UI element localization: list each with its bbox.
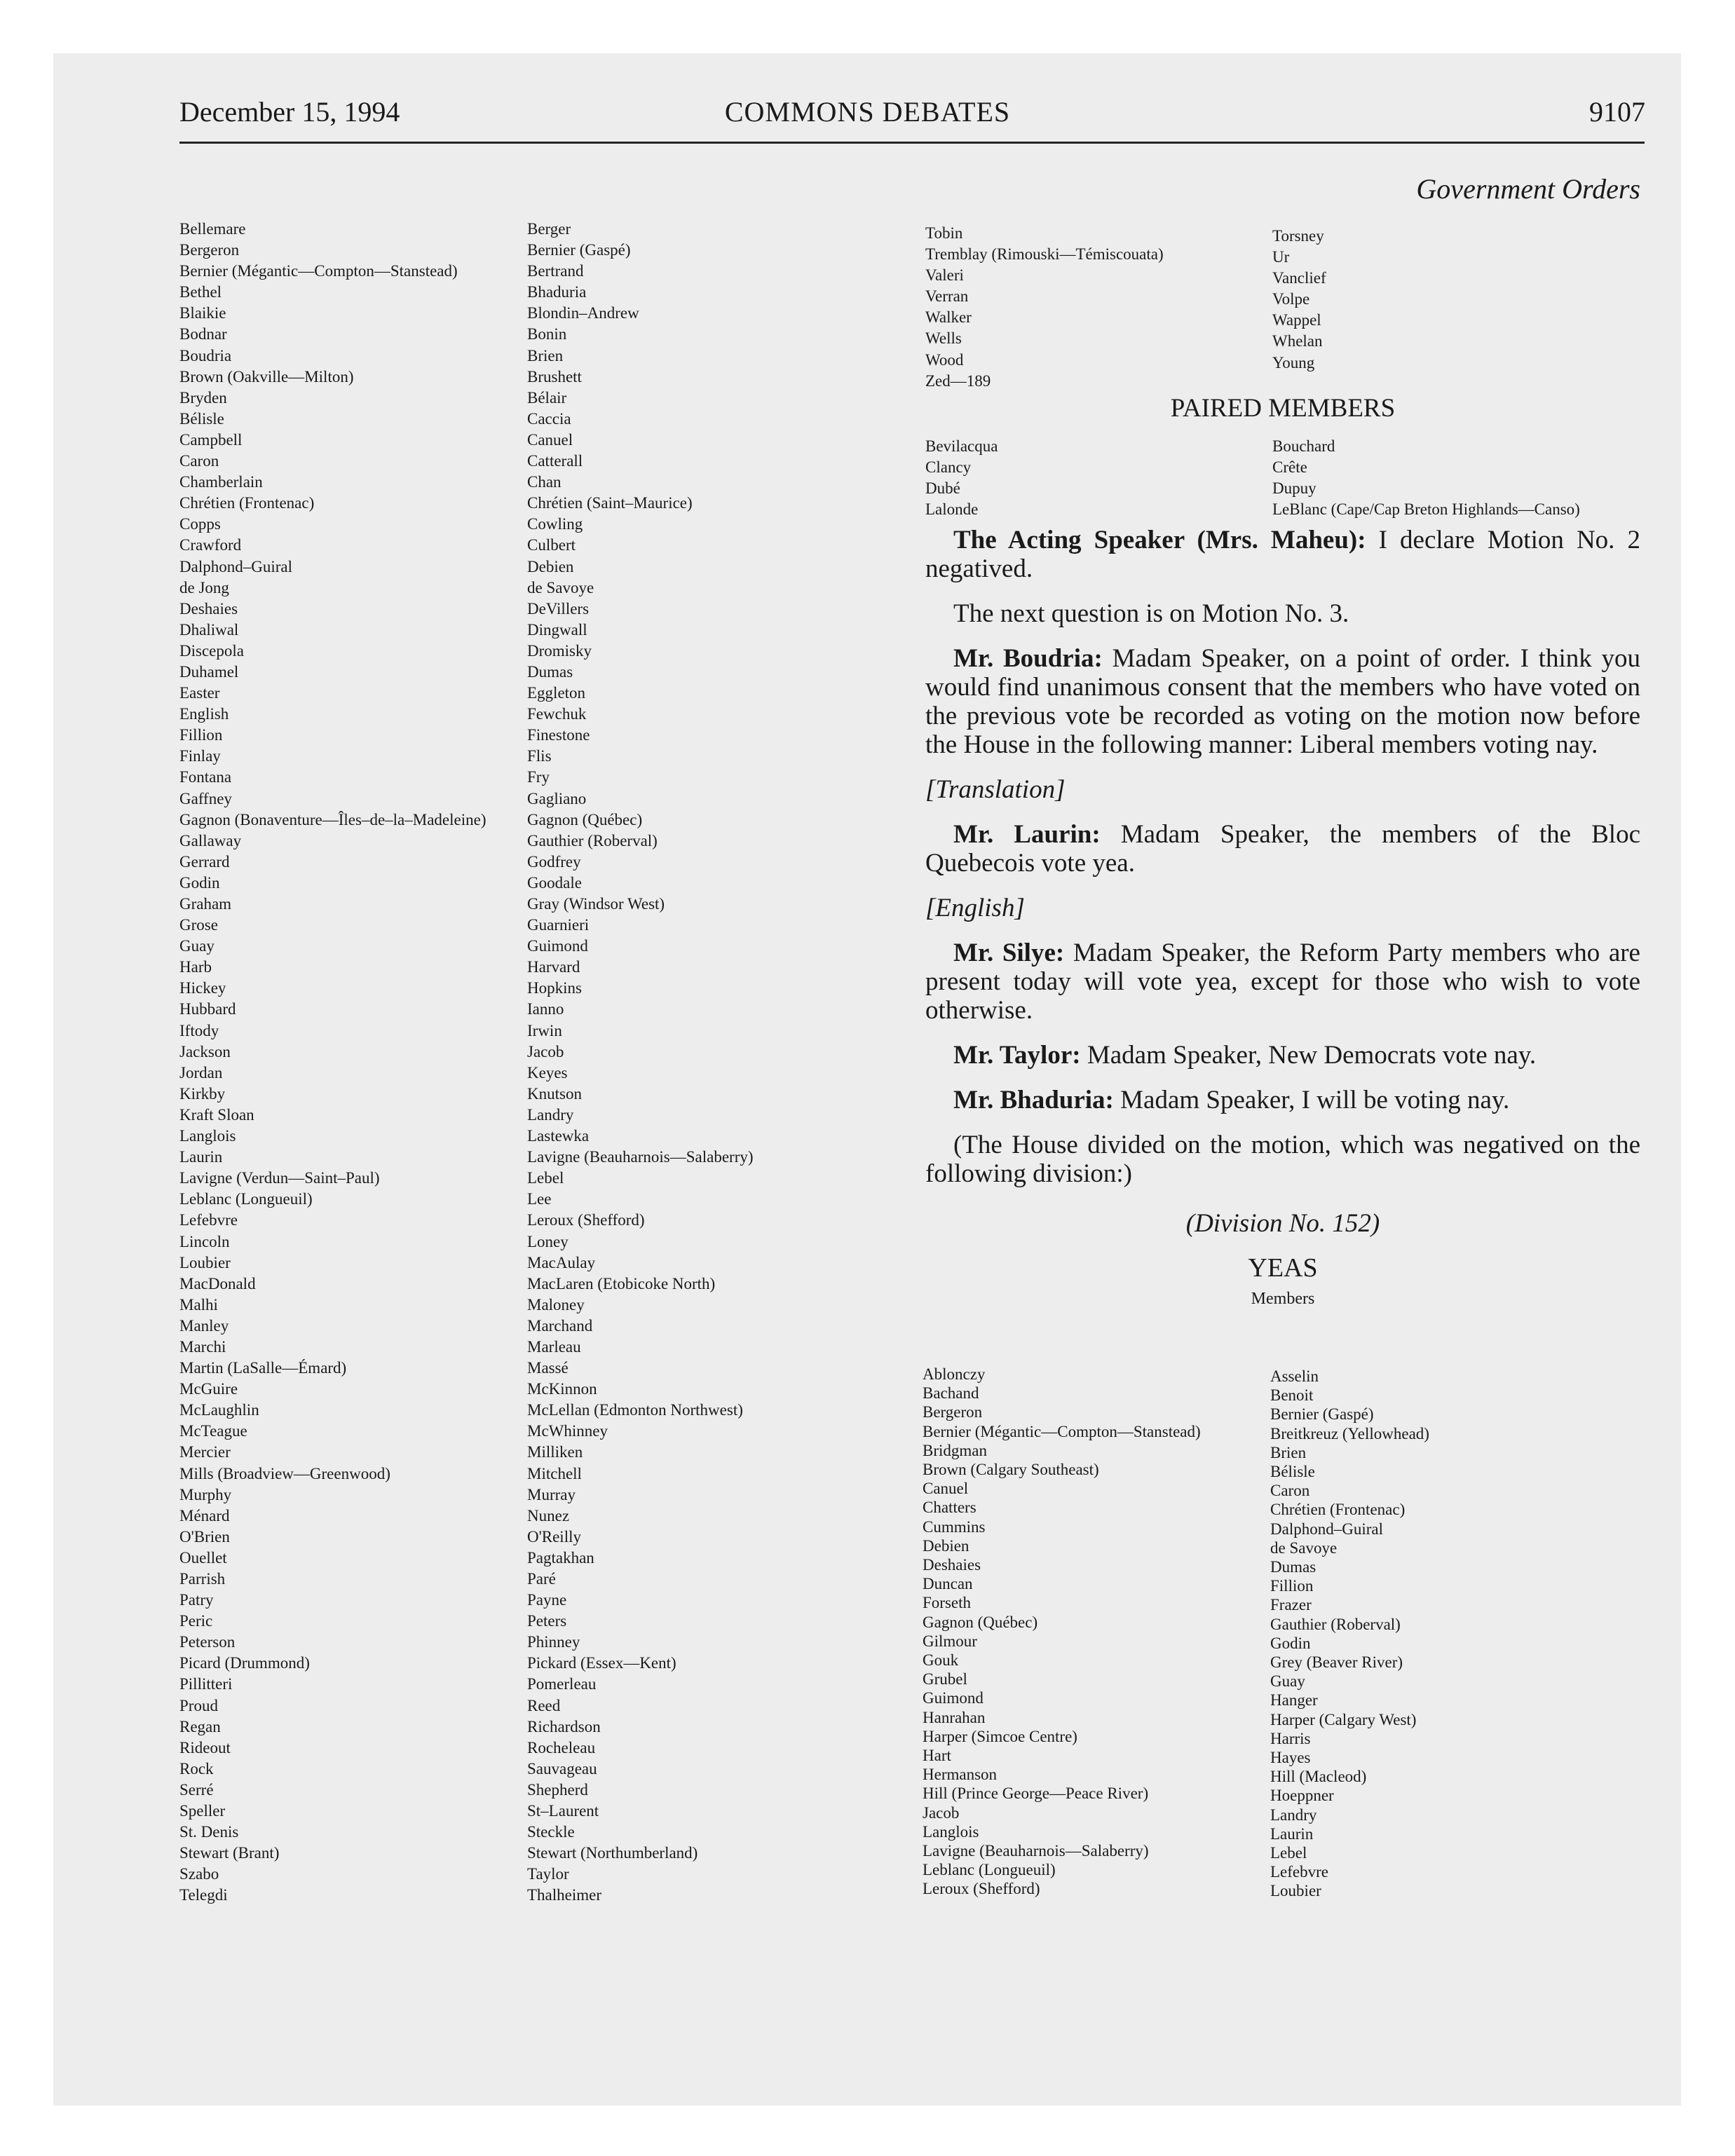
- member-name: Lebel: [1270, 1844, 1307, 1862]
- member-name: Hill (Macleod): [1270, 1768, 1367, 1786]
- member-name: Bryden: [179, 388, 227, 407]
- member-name: Chrétien (Frontenac): [179, 494, 315, 512]
- member-name: Hubbard: [179, 1000, 236, 1018]
- member-name: Bélisle: [179, 409, 224, 428]
- member-name: Wells: [925, 329, 962, 348]
- member-name: Canuel: [527, 430, 573, 449]
- member-name: Debien: [923, 1536, 969, 1555]
- member-name: Lalonde: [925, 500, 979, 519]
- member-name: MacLaren (Etobicoke North): [527, 1274, 716, 1292]
- member-name: Bethel: [179, 283, 222, 301]
- section-title: Government Orders: [1416, 173, 1640, 205]
- nays-column-1: [179, 219, 486, 1906]
- member-name: Hopkins: [527, 979, 582, 997]
- nays-column-2: [527, 219, 754, 1906]
- member-name: Harper (Calgary West): [1270, 1710, 1417, 1728]
- member-name: Chrétien (Frontenac): [1270, 1501, 1406, 1519]
- member-name: Payne: [527, 1591, 567, 1609]
- member-name: Dalphond–Guiral: [1270, 1520, 1383, 1538]
- member-name: Harvard: [527, 958, 580, 976]
- member-name: Gauthier (Roberval): [527, 831, 658, 850]
- member-name: Iftody: [179, 1021, 219, 1039]
- member-name: Chamberlain: [179, 473, 263, 491]
- speech-taylor: Mr. Taylor: Madam Speaker, New Democrats vote nay.: [953, 1041, 1537, 1070]
- member-name: Landry: [1270, 1806, 1317, 1824]
- member-name: Loubier: [179, 1253, 231, 1271]
- member-name: Campbell: [179, 430, 243, 449]
- speech-silye: Mr. Silye: Madam Speaker, the Reform Party members who are present today will vote yea, except for those who wish to vote otherwise.: [925, 939, 1640, 1025]
- member-name: McLellan (Edmonton Northwest): [527, 1401, 743, 1419]
- member-name: Chan: [527, 473, 562, 491]
- member-name: de Savoye: [1270, 1538, 1338, 1557]
- member-name: Dhaliwal: [179, 620, 239, 639]
- member-name: Brien: [527, 346, 564, 364]
- member-name: Lavigne (Beauharnois—Salaberry): [527, 1148, 754, 1166]
- member-name: O'Brien: [179, 1527, 230, 1546]
- member-name: Gagnon (Québec): [527, 810, 643, 828]
- member-name: Breitkreuz (Yellowhead): [1270, 1424, 1429, 1442]
- member-name: Guimond: [923, 1689, 984, 1707]
- member-name: Ur: [1272, 248, 1290, 266]
- member-name: Bernier (Gaspé): [1270, 1405, 1374, 1424]
- member-name: Bevilacqua: [925, 437, 998, 455]
- member-name: Hanrahan: [923, 1708, 986, 1726]
- member-name: Whelan: [1272, 332, 1323, 350]
- paired-members-heading: PAIRED MEMBERS: [1170, 394, 1396, 423]
- speech-acting-speaker: The Acting Speaker (Mrs. Maheu): I declare Motion No. 2 negatived.: [925, 526, 1640, 583]
- member-name: Bernier (Mégantic—Compton—Stanstead): [179, 262, 458, 280]
- member-name: Irwin: [527, 1021, 562, 1039]
- member-name: McGuire: [179, 1380, 238, 1398]
- member-name: Speller: [179, 1802, 226, 1820]
- member-name: Regan: [179, 1717, 221, 1735]
- member-name: Phinney: [527, 1633, 580, 1651]
- member-name: Flis: [527, 747, 552, 765]
- member-name: English: [179, 705, 229, 723]
- member-name: Bachand: [923, 1384, 979, 1403]
- speaker-name: Mr. Boudria:: [953, 644, 1103, 673]
- member-name: Gouk: [923, 1651, 959, 1670]
- member-name: Bhaduria: [527, 283, 587, 301]
- member-name: Manley: [179, 1316, 229, 1335]
- member-name: Tremblay (Rimouski—Témiscouata): [925, 245, 1164, 264]
- member-name: O'Reilly: [527, 1527, 581, 1546]
- speaker-name: Mr. Taylor:: [953, 1041, 1081, 1070]
- member-name: Loney: [527, 1232, 569, 1250]
- member-name: Bridgman: [923, 1441, 987, 1459]
- member-name: Mitchell: [527, 1464, 582, 1482]
- member-name: Copps: [179, 515, 221, 533]
- paired-right-column: [1272, 436, 1580, 520]
- yeas-heading: YEAS: [1248, 1253, 1318, 1283]
- member-name: Fillion: [1270, 1577, 1314, 1595]
- member-name: McWhinney: [527, 1422, 608, 1440]
- member-name: Proud: [179, 1696, 218, 1714]
- member-name: Peterson: [179, 1633, 236, 1651]
- member-name: Easter: [179, 684, 220, 702]
- member-name: Taylor: [527, 1865, 569, 1883]
- member-name: Murray: [527, 1485, 576, 1503]
- translation-note: [Translation]: [925, 775, 1066, 804]
- member-name: Gagliano: [527, 789, 587, 807]
- member-name: Gilmour: [923, 1632, 977, 1650]
- member-name: Marchi: [179, 1337, 226, 1356]
- member-name: Sauvageau: [527, 1759, 597, 1778]
- member-name: Hill (Prince George—Peace River): [923, 1785, 1149, 1803]
- member-name: Finlay: [179, 747, 221, 765]
- member-name: Kirkby: [179, 1084, 226, 1103]
- member-name: Martin (LaSalle—Émard): [179, 1359, 347, 1377]
- member-name: Ablonczy: [923, 1365, 986, 1383]
- member-name: Hayes: [1270, 1749, 1311, 1767]
- member-name: Brown (Oakville—Milton): [179, 367, 354, 386]
- member-name: Hoeppner: [1270, 1787, 1334, 1805]
- member-name: Chatters: [923, 1499, 977, 1517]
- member-name: Finestone: [527, 726, 590, 744]
- member-name: Bodnar: [179, 325, 227, 343]
- member-name: Dubé: [925, 479, 960, 498]
- member-name: Lavigne (Beauharnois—Salaberry): [923, 1842, 1149, 1860]
- member-name: Jackson: [179, 1042, 231, 1060]
- member-name: Deshaies: [179, 599, 238, 618]
- member-name: Clancy: [925, 458, 972, 477]
- member-name: Thalheimer: [527, 1886, 602, 1904]
- member-name: Vanclief: [1272, 269, 1326, 287]
- member-name: de Jong: [179, 578, 229, 596]
- member-name: Gagnon (Québec): [923, 1613, 1038, 1631]
- member-name: Godfrey: [527, 852, 581, 871]
- member-name: Fry: [527, 768, 550, 786]
- member-name: Leblanc (Longueuil): [179, 1190, 313, 1208]
- member-name: Fewchuk: [527, 705, 587, 723]
- member-name: Grose: [179, 916, 218, 934]
- member-name: Graham: [179, 895, 232, 913]
- member-name: Gagnon (Bonaventure—Îles–de–la–Madeleine): [179, 810, 487, 828]
- member-name: Hanger: [1270, 1691, 1318, 1710]
- member-name: Bouchard: [1272, 437, 1335, 455]
- member-name: Culbert: [527, 536, 576, 554]
- member-name: McTeague: [179, 1422, 247, 1440]
- member-name: Shepherd: [527, 1780, 588, 1799]
- member-name: Dalphond–Guiral: [179, 557, 292, 575]
- member-name: Langlois: [923, 1822, 979, 1841]
- member-name: Gerrard: [179, 852, 230, 871]
- member-name: Harb: [179, 958, 212, 976]
- member-name: Langlois: [179, 1127, 236, 1145]
- member-name: Rocheleau: [527, 1738, 596, 1756]
- speaker-name: The Acting Speaker (Mrs. Maheu):: [953, 526, 1366, 554]
- member-name: Eggleton: [527, 684, 586, 702]
- speech-next-question: The next question is on Motion No. 3.: [953, 599, 1349, 628]
- member-name: Brien: [1270, 1443, 1307, 1461]
- member-name: Bergeron: [179, 241, 240, 259]
- member-name: McKinnon: [527, 1380, 597, 1398]
- member-name: Lefebvre: [179, 1211, 238, 1229]
- yeas-right-column: [1270, 1367, 1429, 1901]
- speaker-name: Mr. Laurin:: [953, 820, 1101, 849]
- member-name: Harper (Simcoe Centre): [923, 1727, 1077, 1745]
- member-name: Dingwall: [527, 620, 587, 639]
- member-name: Knutson: [527, 1084, 582, 1103]
- member-name: Paré: [527, 1570, 556, 1588]
- member-name: MacDonald: [179, 1274, 256, 1292]
- member-name: Lee: [527, 1190, 552, 1208]
- speech-bhaduria: Mr. Bhaduria: Madam Speaker, I will be voting nay.: [953, 1086, 1510, 1114]
- division-note: (The House divided on the motion, which was negatived on the following division:): [925, 1131, 1640, 1188]
- member-name: Harris: [1270, 1729, 1311, 1747]
- member-name: MacAulay: [527, 1253, 596, 1271]
- paired-left-column: [925, 436, 998, 520]
- member-name: Pagtakhan: [527, 1548, 594, 1567]
- member-name: Leroux (Shefford): [527, 1211, 645, 1229]
- member-name: Gray (Windsor West): [527, 895, 665, 913]
- member-name: Bernier (Mégantic—Compton—Stanstead): [923, 1422, 1201, 1440]
- member-name: Marchand: [527, 1316, 593, 1335]
- member-name: Nunez: [527, 1506, 570, 1524]
- member-name: Guay: [179, 937, 215, 955]
- member-name: Laurin: [179, 1148, 223, 1166]
- member-name: Bélair: [527, 388, 567, 407]
- member-name: Peters: [527, 1612, 567, 1630]
- member-name: St–Laurent: [527, 1802, 599, 1820]
- member-name: LeBlanc (Cape/Cap Breton Highlands—Canso): [1272, 500, 1580, 519]
- member-name: Bergeron: [923, 1403, 983, 1421]
- member-name: Gauthier (Roberval): [1270, 1615, 1401, 1633]
- member-name: Picard (Drummond): [179, 1654, 310, 1672]
- member-name: Patry: [179, 1591, 214, 1609]
- member-name: Parrish: [179, 1570, 226, 1588]
- member-name: Hart: [923, 1747, 951, 1765]
- member-name: Telegdi: [179, 1886, 228, 1904]
- member-name: Canuel: [923, 1480, 969, 1498]
- member-name: Debien: [527, 557, 574, 575]
- member-name: Gallaway: [179, 831, 242, 850]
- member-name: de Savoye: [527, 578, 594, 596]
- header-rule: [179, 142, 1645, 144]
- member-name: Milliken: [527, 1443, 583, 1461]
- member-name: Bertrand: [527, 262, 584, 280]
- member-name: Boudria: [179, 346, 232, 364]
- member-name: Chrétien (Saint–Maurice): [527, 494, 693, 512]
- member-name: Lebel: [527, 1169, 564, 1187]
- member-name: Godin: [179, 873, 220, 892]
- member-name: Bernier (Gaspé): [527, 241, 631, 259]
- member-name: Guarnieri: [527, 916, 590, 934]
- member-name: Tobin: [925, 224, 963, 242]
- member-name: Guimond: [527, 937, 588, 955]
- member-name: Jordan: [179, 1063, 223, 1082]
- member-name: Steckle: [527, 1823, 575, 1841]
- nays-column-3: [925, 223, 1164, 392]
- member-name: Godin: [1270, 1634, 1311, 1652]
- member-name: Benoit: [1270, 1386, 1314, 1405]
- member-name: Discepola: [179, 641, 244, 660]
- member-name: Rock: [179, 1759, 214, 1778]
- speech-boudria: Mr. Boudria: Madam Speaker, on a point of order. I think you would find unanimous consent that the members who have voted on the previous vote be recorded as voting on the motion now before the House in the following manner: Liberal members voting nay.: [925, 644, 1641, 759]
- member-name: McLaughlin: [179, 1401, 259, 1419]
- member-name: Marleau: [527, 1337, 581, 1356]
- member-name: Lefebvre: [1270, 1863, 1328, 1881]
- member-name: Dromisky: [527, 641, 592, 660]
- member-name: Verran: [925, 287, 969, 306]
- member-name: Laurin: [1270, 1824, 1314, 1843]
- member-name: Dumas: [1270, 1558, 1316, 1576]
- header-date: December 15, 1994: [179, 96, 400, 128]
- member-name: Murphy: [179, 1485, 232, 1503]
- member-name: Volpe: [1272, 290, 1310, 308]
- member-name: Guay: [1270, 1672, 1305, 1691]
- member-name: Stewart (Northumberland): [527, 1844, 698, 1862]
- member-name: Pillitteri: [179, 1675, 233, 1693]
- member-name: Grey (Beaver River): [1270, 1653, 1403, 1672]
- member-name: Walker: [925, 308, 972, 327]
- member-name: DeVillers: [527, 599, 590, 618]
- member-name: Cummins: [923, 1517, 986, 1536]
- member-name: Young: [1272, 353, 1315, 371]
- member-name: Wood: [925, 350, 964, 369]
- division-number: (Division No. 152): [1185, 1209, 1380, 1238]
- member-name: Leroux (Shefford): [923, 1880, 1040, 1898]
- members-label: Members: [1251, 1290, 1315, 1308]
- member-name: Crête: [1272, 458, 1307, 477]
- header-publication: COMMONS DEBATES: [724, 96, 1011, 128]
- member-name: Grubel: [923, 1670, 967, 1688]
- nays-column-4: [1272, 226, 1326, 374]
- member-name: Cowling: [527, 515, 583, 533]
- member-name: Rideout: [179, 1738, 231, 1756]
- member-name: Ménard: [179, 1506, 230, 1524]
- member-name: Lavigne (Verdun—Saint–Paul): [179, 1169, 380, 1187]
- member-name: Torsney: [1272, 227, 1324, 245]
- member-name: Duncan: [923, 1575, 973, 1593]
- debate-text: [925, 526, 1640, 1309]
- yeas-left-column: [923, 1365, 1201, 1899]
- member-name: Ianno: [527, 1000, 564, 1018]
- member-name: Keyes: [527, 1063, 568, 1082]
- member-name: Frazer: [1270, 1596, 1312, 1614]
- member-name: Duhamel: [179, 662, 239, 681]
- member-name: Mercier: [179, 1443, 231, 1461]
- member-name: Wappel: [1272, 311, 1321, 329]
- member-name: Pickard (Essex—Kent): [527, 1654, 676, 1672]
- member-name: Hermanson: [923, 1766, 998, 1784]
- member-name: Dupuy: [1272, 479, 1316, 498]
- member-name: Loubier: [1270, 1882, 1321, 1900]
- member-name: Brushett: [527, 367, 582, 386]
- member-name: Brown (Calgary Southeast): [923, 1461, 1099, 1479]
- member-name: Forseth: [923, 1594, 971, 1612]
- speaker-name: Mr. Silye:: [953, 939, 1065, 967]
- member-name: Deshaies: [923, 1556, 981, 1574]
- member-name: Blondin–Andrew: [527, 304, 639, 322]
- member-name: Fillion: [179, 726, 223, 744]
- member-name: Zed—189: [925, 371, 991, 390]
- english-note: [English]: [925, 894, 1025, 922]
- member-name: Hickey: [179, 979, 226, 997]
- member-name: Asselin: [1270, 1367, 1319, 1385]
- member-name: Massé: [527, 1359, 569, 1377]
- member-name: Bellemare: [179, 220, 246, 238]
- member-name: Serré: [179, 1780, 214, 1799]
- member-name: Fontana: [179, 768, 232, 786]
- member-name: St. Denis: [179, 1823, 239, 1841]
- member-name: Gaffney: [179, 789, 232, 807]
- member-name: Stewart (Brant): [179, 1844, 280, 1862]
- header-page-number: 9107: [1589, 96, 1645, 128]
- member-name: Peric: [179, 1612, 213, 1630]
- member-name: Berger: [527, 220, 571, 238]
- member-name: Bélisle: [1270, 1463, 1315, 1481]
- member-name: Lastewka: [527, 1127, 590, 1145]
- member-name: Landry: [527, 1105, 574, 1124]
- member-name: Catterall: [527, 452, 583, 470]
- member-name: Jacob: [527, 1042, 564, 1060]
- member-name: Caron: [1270, 1482, 1310, 1500]
- member-name: Maloney: [527, 1295, 585, 1314]
- member-name: Leblanc (Longueuil): [923, 1861, 1056, 1879]
- speech-laurin: Mr. Laurin: Madam Speaker, the members of the Bloc Quebecois vote yea.: [925, 820, 1640, 878]
- member-name: Malhi: [179, 1295, 218, 1314]
- member-name: Lincoln: [179, 1232, 230, 1250]
- member-name: Kraft Sloan: [179, 1105, 254, 1124]
- member-name: Crawford: [179, 536, 242, 554]
- speaker-name: Mr. Bhaduria:: [953, 1086, 1114, 1114]
- member-name: Caron: [179, 452, 219, 470]
- member-name: Reed: [527, 1696, 561, 1714]
- member-name: Blaikie: [179, 304, 226, 322]
- member-name: Mills (Broadview—Greenwood): [179, 1464, 390, 1482]
- member-name: Pomerleau: [527, 1675, 597, 1693]
- member-name: Jacob: [923, 1803, 960, 1822]
- member-name: Goodale: [527, 873, 582, 892]
- member-name: Richardson: [527, 1717, 601, 1735]
- member-name: Dumas: [527, 662, 573, 681]
- member-name: Bonin: [527, 325, 567, 343]
- member-name: Szabo: [179, 1865, 219, 1883]
- member-name: Valeri: [925, 266, 964, 285]
- member-name: Caccia: [527, 409, 571, 428]
- member-name: Ouellet: [179, 1548, 227, 1567]
